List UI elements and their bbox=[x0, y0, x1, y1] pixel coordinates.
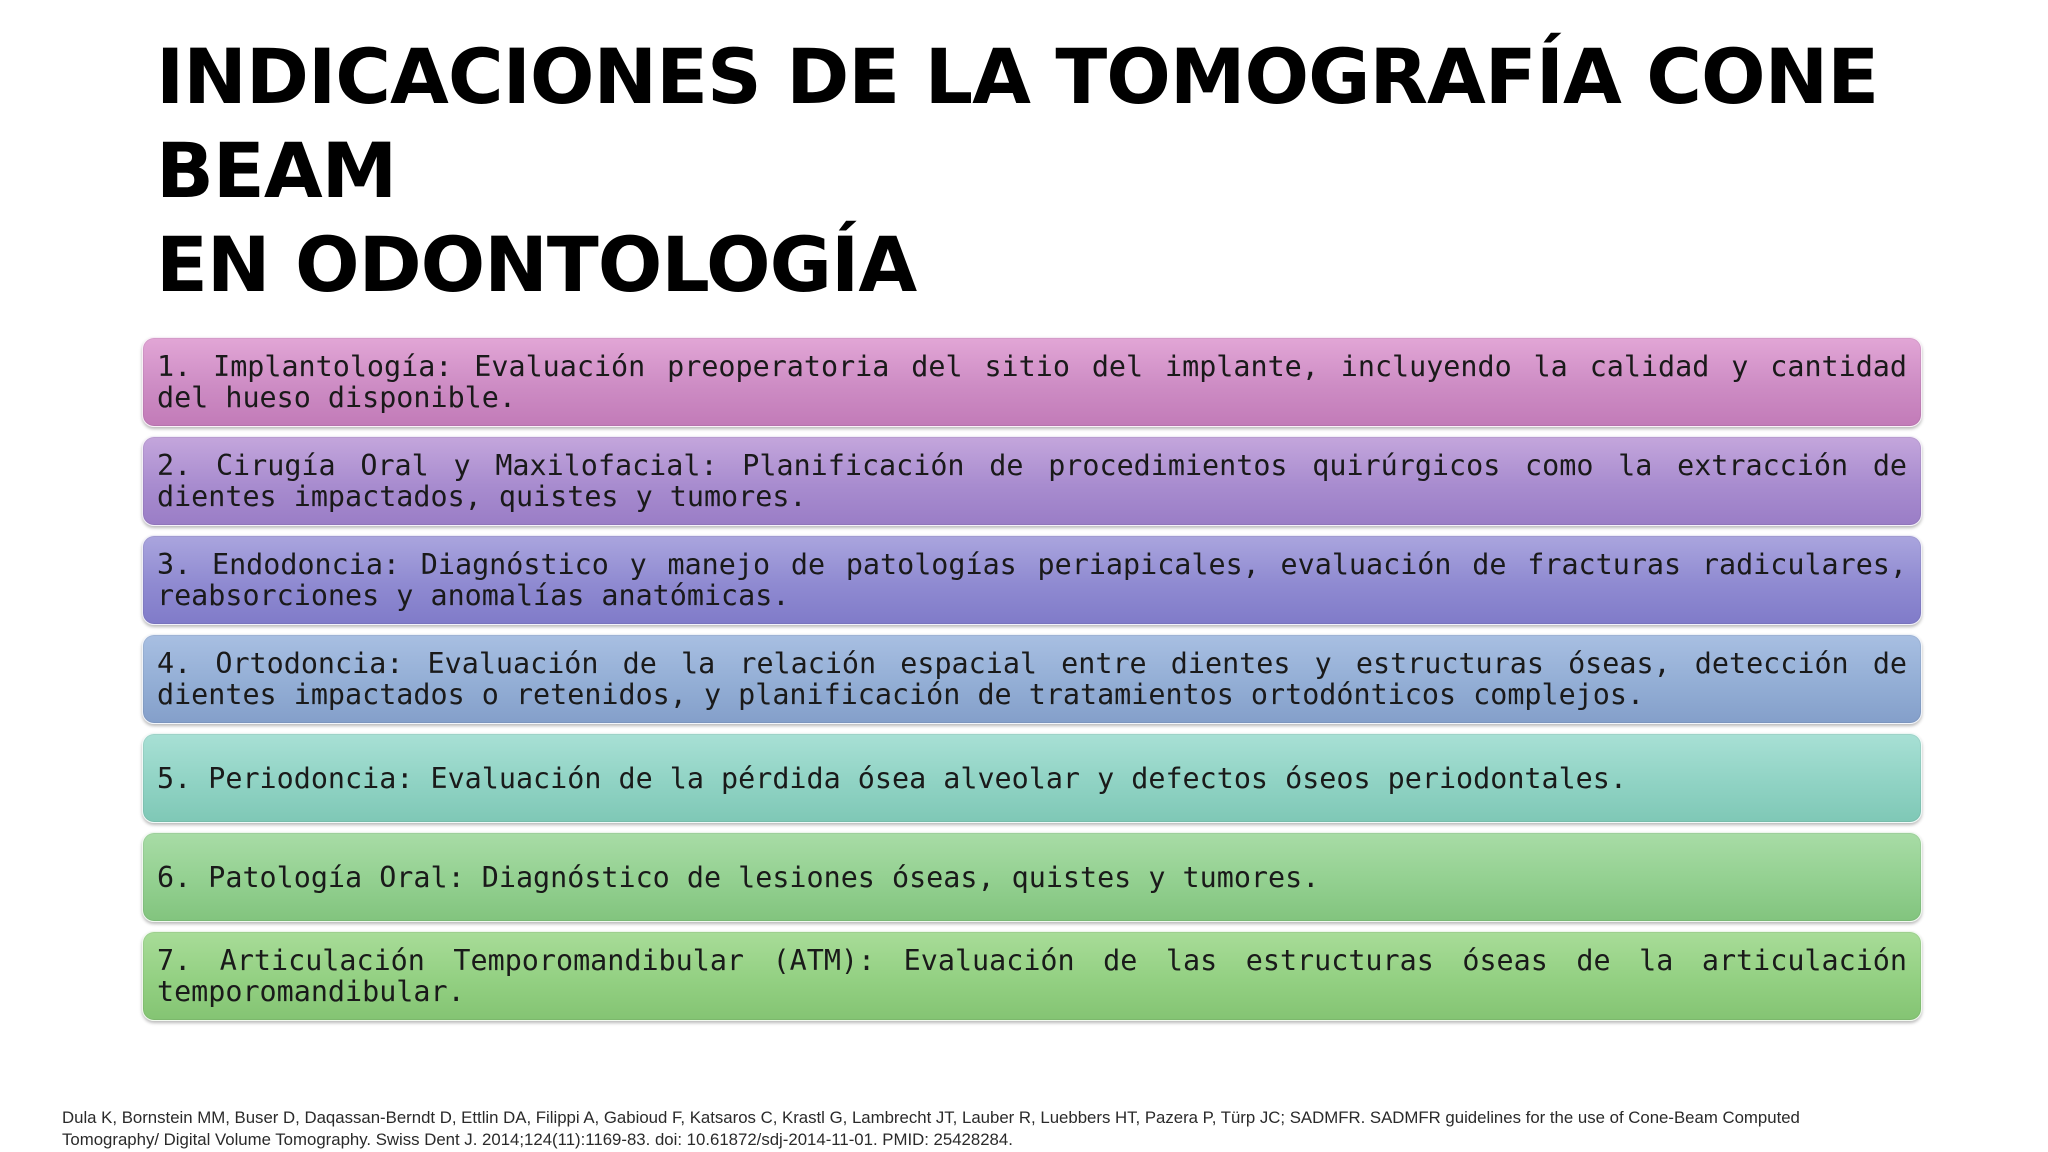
list-item-text: 3. Endodoncia: Diagnóstico y manejo de patologías periapicales, evaluación de fracturas radiculares, reabsorciones y anomalías anatómicas. bbox=[157, 548, 1907, 612]
title-line-2: EN ODONTOLOGÍA bbox=[156, 220, 917, 309]
list-item-text: 7. Articulación Temporomandibular (ATM): Evaluación de las estructuras óseas de la articulación temporomandibular. bbox=[157, 944, 1907, 1008]
list-item-text: 5. Periodoncia: Evaluación de la pérdida ósea alveolar y defectos óseos periodontales. bbox=[157, 761, 1627, 795]
reference-line-2: Tomography/ Digital Volume Tomography. Swiss Dent J. 2014;124(11):1169-83. doi: 10.61872/sdj-2014-11-01. PMID: 25428284. bbox=[62, 1130, 1013, 1149]
reference-citation bbox=[62, 1107, 1842, 1151]
list-item-patologia-oral bbox=[142, 832, 1922, 922]
list-item-cirugia-oral bbox=[142, 436, 1922, 526]
list-item-implantologia bbox=[142, 337, 1922, 427]
list-item-text: 1. Implantología: Evaluación preoperatoria del sitio del implante, incluyendo la calidad y cantidad del hueso disponible. bbox=[157, 350, 1907, 414]
slide-title bbox=[156, 30, 1976, 312]
list-item-text: 6. Patología Oral: Diagnóstico de lesiones óseas, quistes y tumores. bbox=[157, 860, 1320, 894]
list-item-periodoncia bbox=[142, 733, 1922, 823]
list-item-text: 2. Cirugía Oral y Maxilofacial: Planificación de procedimientos quirúrgicos como la extracción de dientes impactados, quistes y tumores. bbox=[157, 449, 1907, 513]
reference-line-1: Dula K, Bornstein MM, Buser D, Daqassan-Berndt D, Ettlin DA, Filippi A, Gabioud F, Katsaros C, Krastl G, Lambrecht JT, Lauber R, Luebbers HT, Pazera P, Türp JC; SADMFR. SADMFR guidelines for the use of Cone-Beam Computed bbox=[62, 1108, 1800, 1127]
list-item-ortodoncia bbox=[142, 634, 1922, 724]
title-line-1: INDICACIONES DE LA TOMOGRAFÍA CONE BEAM bbox=[156, 32, 1879, 215]
indications-list bbox=[142, 337, 1922, 1030]
list-item-atm bbox=[142, 931, 1922, 1021]
list-item-text: 4. Ortodoncia: Evaluación de la relación espacial entre dientes y estructuras óseas, detección de dientes impactados o retenidos, y planificación de tratamientos ortodónticos complejos. bbox=[157, 647, 1907, 711]
list-item-endodoncia bbox=[142, 535, 1922, 625]
